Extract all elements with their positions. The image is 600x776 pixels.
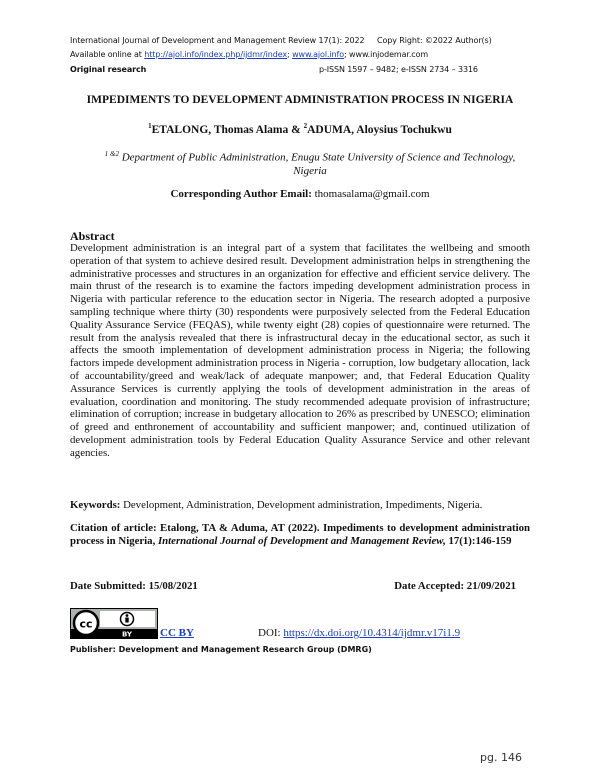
email-value: thomasalama@gmail.com	[311, 188, 430, 200]
email-label: Corresponding Author Email:	[170, 188, 312, 200]
copyright-text: Copy Right: ©2022 Author(s)	[376, 36, 492, 45]
available-prefix: Available online at	[70, 50, 145, 59]
abstract-body: Development administration is an integral part of a system that facilitates the wellbeing and smooth operation of that system to achieve desired result. Development administration helps in strengthening the administrative processes and structures in an organization for effective and efficient service delivery. The main thrust of the research is to examine the factors impeding development administration process in Nigeria with particular reference to the education sector in Nigeria. The research adopted a purposive sampling technique where thirty (30) respondents were purposively selected from the Federal Education Quality Assurance Service (FEQAS), while twenty eight (28) copies of questionnaire were returned. The result from the analysis revealed that there is infrastructural decay in the educational sector, as such it affects the smooth implementation of development administration process in Nigeria; the following factors impede development administration process in Nigeria - corruption, low budgetary allocation, lack of accountability/greed and weak/lack of adequate manpower; and, that Federal Education Quality Assurance Services is currently applying the tools of development administration in the areas of evaluation, coordination and monitoring. The study recommended adequate provision of infrastructure; elimination of corruption; increase in budgetary allocation to 26% as prescribed by UNESCO; elimination of greed and enthronement of accountability and sufficient manpower; and, continued utilization of development administration tools by Federal Education Quality Assurance Service and other relevant agencies.	[70, 242, 530, 459]
page-number: pg. 146	[480, 751, 522, 764]
date-accepted: Date Accepted: 21/09/2021	[394, 580, 516, 592]
citation-prefix: Citation of article: Etalong, TA & Aduma, AT (2022). Impediments to development administration process in Nigeria,	[70, 522, 530, 547]
ajol-journal-link[interactable]: http://ajol.info/index.php/ijdmr/index	[144, 50, 288, 59]
person-icon-head	[126, 614, 129, 617]
citation-journal: International Journal of Development and Management Review,	[157, 535, 446, 547]
link-separator: ;	[287, 50, 293, 59]
doi-line	[258, 627, 460, 639]
section-label: Original research	[70, 65, 147, 74]
journal-citation: International Journal of Development and Management Review 17(1): 2022	[70, 36, 365, 45]
cc-logo-letters: cc	[79, 617, 93, 631]
issn-text: p-ISSN 1597 – 9482; e-ISSN 2734 – 3316	[319, 65, 478, 74]
badge-by-label: BY	[121, 630, 133, 639]
keywords	[70, 499, 530, 511]
affiliation-text: Department of Public Administration, Enugu State University of Science and Technology, Nigeria	[121, 151, 516, 177]
author1-name: ETALONG, Thomas Alama &	[151, 123, 304, 136]
publisher: Publisher: Development and Management Research Group (DMRG)	[70, 645, 372, 654]
doi-label: DOI:	[258, 627, 284, 639]
citation	[70, 522, 530, 548]
date-submitted: Date Submitted: 15/08/2021	[70, 580, 198, 592]
affiliation	[90, 148, 530, 178]
dates-row	[70, 580, 530, 592]
author2-superscript: 2	[303, 122, 308, 130]
article-title: IMPEDIMENTS TO DEVELOPMENT ADMINISTRATION PROCESS IN NIGERIA	[86, 94, 514, 106]
availability-line	[70, 50, 428, 59]
affiliation-superscript: 1 &2	[104, 150, 119, 158]
corresponding-email	[0, 188, 600, 200]
doi-link[interactable]: https://dx.doi.org/10.4314/ijdmr.v17i1.9	[283, 627, 461, 639]
author2-name: ADUMA, Aloysius Tochukwu	[307, 123, 452, 136]
author1-superscript: 1	[148, 122, 152, 130]
keywords-label: Keywords:	[70, 499, 121, 511]
cc-by-license-badge[interactable]	[70, 608, 158, 639]
citation-suffix: 17(1):146-159	[445, 535, 512, 547]
journal-header-line	[70, 36, 492, 45]
person-icon-body	[125, 618, 128, 623]
abstract-heading: Abstract	[70, 229, 115, 243]
keywords-text: Development, Administration, Development administration, Impediments, Nigeria.	[120, 499, 483, 511]
injodemar-text: ; www.injodemar.com	[344, 50, 429, 59]
ajol-site-link[interactable]: www.ajol.info	[292, 50, 345, 59]
author-line	[0, 122, 600, 136]
cc-by-link[interactable]: CC BY	[160, 627, 194, 639]
